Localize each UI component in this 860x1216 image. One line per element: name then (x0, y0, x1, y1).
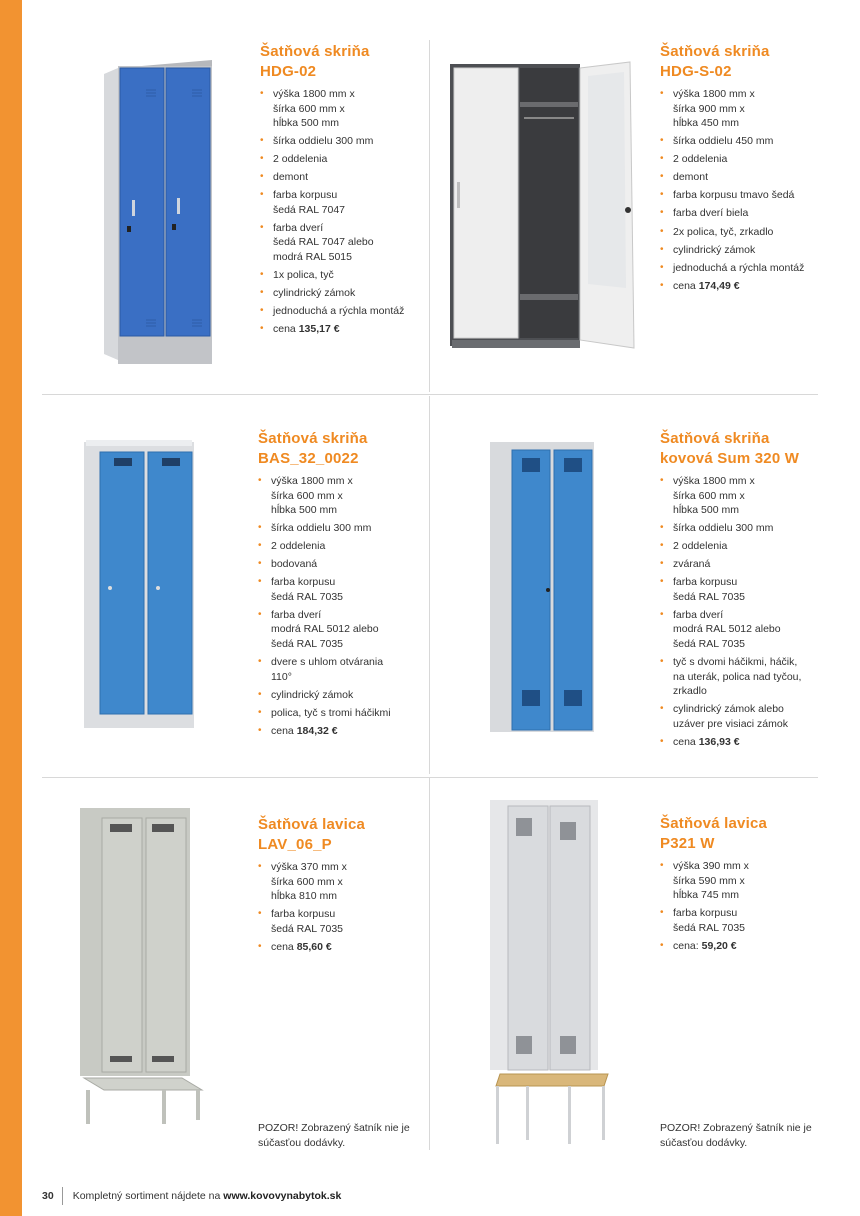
spec-list (660, 859, 825, 953)
price: • cena 136,93 € (660, 735, 830, 750)
spec-item: • šírka oddielu 300 mm (260, 134, 425, 149)
spec-list (258, 474, 423, 738)
spec-item: • farba korpusu šedá RAL 7047 (260, 188, 425, 217)
spec-item: • farba korpusu šedá RAL 7035 (258, 575, 423, 604)
spec-item: • 2 oddelenia (660, 539, 830, 554)
spec-item: • 1x polica, tyč (260, 268, 425, 283)
product-title: Šatňová skriňa BAS_32_0022 (258, 430, 368, 467)
spec-list (660, 87, 825, 293)
spec-item: • farba dverí biela (660, 206, 825, 221)
locker-hdg-s-02-image (448, 58, 638, 350)
locker-bas-32-0022-image (80, 438, 200, 734)
price: • cena 184,32 € (258, 724, 423, 739)
page-footer (42, 1186, 341, 1206)
price: • cena 135,17 € (260, 322, 425, 337)
spec-list (260, 87, 425, 337)
row-divider (42, 777, 818, 778)
spec-item: • demont (260, 170, 425, 185)
product-sum-320-w (660, 429, 830, 753)
spec-item: • cylindrický zámok alebo uzáver pre visiaci zámok (660, 702, 830, 731)
spec-item: • cylindrický zámok (260, 286, 425, 301)
spec-item: • bodovaná (258, 557, 423, 572)
product-title: Šatňová skriňa HDG-S-02 (660, 43, 770, 80)
spec-item: • výška 1800 mm x šírka 900 mm x hĺbka 450 mm (660, 87, 825, 131)
column-divider (429, 40, 430, 392)
locker-sum-320-w-image (488, 440, 598, 736)
orange-sidebar-stripe (0, 0, 22, 1216)
spec-item: • výška 370 mm x šírka 600 mm x hĺbka 810 mm (258, 860, 423, 904)
row-divider (42, 394, 818, 395)
product-title: Šatňová skriňa HDG-02 (260, 43, 370, 80)
product-hdg-02 (260, 42, 425, 340)
spec-item: • výška 1800 mm x šírka 600 mm x hĺbka 500 mm (660, 474, 830, 518)
bench-p321-w-image (486, 796, 612, 1148)
spec-item: • tyč s dvomi háčikmi, háčik, na uterák, polica nad tyčou, zrkadlo (660, 655, 830, 699)
footer-text: Kompletný sortiment nájdete na (72, 1190, 221, 1202)
locker-hdg-02-image (100, 58, 220, 370)
product-p321-w (660, 814, 825, 957)
spec-item: • 2x polica, tyč, zrkadlo (660, 225, 825, 240)
footer-separator (62, 1187, 63, 1205)
spec-list (660, 474, 830, 749)
spec-item: • cylindrický zámok (258, 688, 423, 703)
spec-item: • šírka oddielu 450 mm (660, 134, 825, 149)
spec-item: • farba korpusu šedá RAL 7035 (258, 907, 423, 936)
spec-item: • výška 1800 mm x šírka 600 mm x hĺbka 500 mm (260, 87, 425, 131)
spec-list (258, 860, 423, 954)
page-number: 30 (42, 1190, 54, 1202)
price: • cena 174,49 € (660, 279, 825, 294)
footer-link[interactable]: www.kovovynabytok.sk (223, 1190, 342, 1202)
spec-item: • jednoduchá a rýchla montáž (660, 261, 825, 276)
spec-item: • šírka oddielu 300 mm (258, 521, 423, 536)
spec-item: • polica, tyč s tromi háčikmi (258, 706, 423, 721)
product-note: POZOR! Zobrazený šatník nie je súčasťou dodávky. (660, 1122, 812, 1149)
spec-item: • farba dverí modrá RAL 5012 alebo šedá RAL 7035 (258, 608, 423, 652)
spec-item: • 2 oddelenia (258, 539, 423, 554)
product-title: Šatňová lavica LAV_06_P (258, 816, 366, 853)
product-lav-06-p (258, 815, 423, 958)
spec-item: • šírka oddielu 300 mm (660, 521, 830, 536)
spec-item: • demont (660, 170, 825, 185)
product-title: Šatňová skriňa kovová Sum 320 W (660, 430, 800, 467)
spec-item: • cylindrický zámok (660, 243, 825, 258)
spec-item: • 2 oddelenia (660, 152, 825, 167)
spec-item: • farba dverí šedá RAL 7047 alebo modrá RAL 5015 (260, 221, 425, 265)
price: • cena: 59,20 € (660, 939, 825, 954)
spec-item: • dvere s uhlom otvárania 110° (258, 655, 423, 684)
product-note: POZOR! Zobrazený šatník nie je súčasťou dodávky. (258, 1122, 410, 1149)
column-divider (429, 396, 430, 774)
product-hdg-s-02 (660, 42, 825, 297)
spec-item: • zváraná (660, 557, 830, 572)
column-divider (429, 778, 430, 1150)
spec-item: • farba korpusu šedá RAL 7035 (660, 906, 825, 935)
spec-item: • farba korpusu tmavo šedá (660, 188, 825, 203)
spec-item: • farba dverí modrá RAL 5012 alebo šedá RAL 7035 (660, 608, 830, 652)
spec-item: • jednoduchá a rýchla montáž (260, 304, 425, 319)
spec-item: • výška 390 mm x šírka 590 mm x hĺbka 745 mm (660, 859, 825, 903)
spec-item: • 2 oddelenia (260, 152, 425, 167)
bench-lav-06-p-image (78, 806, 206, 1128)
product-title: Šatňová lavica P321 W (660, 815, 768, 852)
product-bas-32-0022 (258, 429, 423, 742)
spec-item: • farba korpusu šedá RAL 7035 (660, 575, 830, 604)
price: • cena 85,60 € (258, 940, 423, 955)
spec-item: • výška 1800 mm x šírka 600 mm x hĺbka 500 mm (258, 474, 423, 518)
